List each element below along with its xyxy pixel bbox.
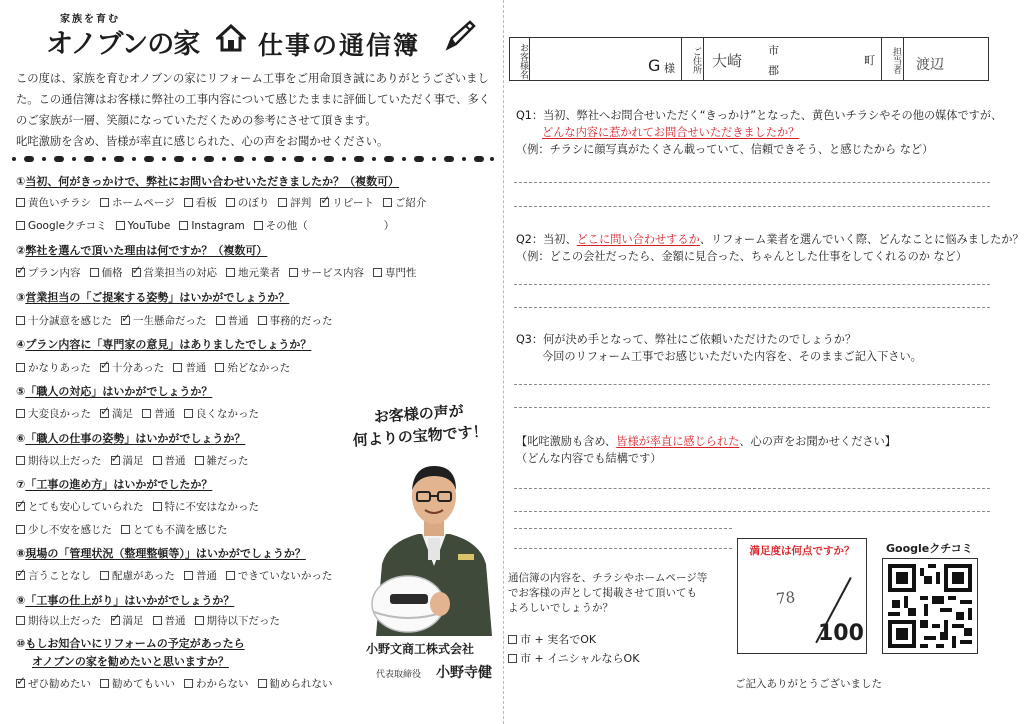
question-text: プラン内容に「専門家の意見」はありましたでしょうか？ — [25, 338, 312, 351]
checkbox[interactable] — [100, 198, 109, 207]
free-question-highlight: どこに問い合わせするか — [576, 233, 700, 246]
option-label: ホームページ — [112, 197, 175, 209]
option-label: 大変良かった — [28, 408, 91, 420]
checkbox-option[interactable] — [100, 406, 133, 421]
checkbox-option[interactable] — [16, 195, 91, 210]
intro-text — [16, 68, 500, 152]
checkbox[interactable] — [508, 635, 517, 644]
publish-option-initials[interactable] — [508, 650, 639, 666]
option-label: プラン内容 — [28, 267, 81, 279]
option-label: 勧めてもいい — [112, 678, 175, 690]
question-text: 当初、何がきっかけで、弊社にお問い合わせいただきましたか？（複数可） — [25, 175, 400, 188]
satisfaction-max: 100 — [818, 621, 864, 646]
checkbox-option[interactable] — [184, 195, 217, 210]
option-label: 普通 — [195, 570, 217, 582]
checkbox-option[interactable] — [184, 568, 217, 583]
intro-line: この度は、家族を育むオノブンの家にリフォーム工事をご用命頂き誠にありがとうございまし — [16, 72, 489, 85]
checkbox-option[interactable] — [153, 613, 186, 628]
question-number: ② — [16, 244, 26, 257]
option-label: 配慮があった — [112, 570, 175, 582]
option-label: 満足 — [112, 408, 133, 420]
speech-line: 何よりの宝物です！ — [352, 422, 489, 450]
option-label: 殆どなかった — [227, 362, 291, 374]
checkbox[interactable] — [195, 456, 204, 465]
checkbox[interactable] — [195, 616, 204, 625]
checkbox[interactable] — [216, 316, 225, 325]
free-question-text: 【叱咤激励も含め、 — [516, 435, 617, 448]
checkbox-option[interactable] — [195, 453, 249, 468]
option-label: ご紹介 — [394, 197, 427, 209]
option-label: 勧められない — [269, 678, 333, 690]
free-question-4 — [516, 433, 896, 467]
checkbox[interactable] — [16, 616, 25, 625]
checkbox[interactable] — [289, 268, 298, 277]
checkbox-option[interactable] — [16, 568, 91, 583]
publish-line: 通信簿の内容を、チラシやホームページ等 — [508, 572, 708, 584]
checkbox-option[interactable] — [153, 499, 260, 514]
customer-name-field[interactable] — [530, 38, 682, 80]
option-label: のぼり — [237, 197, 270, 209]
free-question-text: Q1：当初、弊社へお問合せいただく“きっかけ”となった、黄色いチラシやその他の媒体ですが、 — [516, 109, 1003, 122]
question-8-title — [16, 545, 306, 561]
question-text: 営業担当の「ご提案する姿勢」はいかがでしょうか？ — [25, 291, 290, 304]
question-text: もしお知合いにリフォームの予定があったら — [25, 637, 245, 650]
speech-line: お客様の声が — [373, 401, 465, 427]
option-label: 普通 — [154, 408, 175, 420]
intro-line: のご家族が一層、笑顔になっていただくための参考にさせて頂きます。 — [16, 114, 377, 127]
page-title: 仕事の通信簿 — [258, 31, 421, 60]
question-text: 現場の「管理状況（整理整頓等）」はいかがでしょうか？ — [25, 547, 306, 560]
checkbox[interactable] — [90, 268, 99, 277]
checkbox[interactable] — [226, 571, 235, 580]
checkbox-option[interactable] — [226, 568, 333, 583]
satisfaction-value-handwriting: 78 — [775, 588, 796, 608]
checkbox-option[interactable] — [16, 676, 91, 691]
option-label: Googleクチコミ — [28, 220, 107, 232]
option-label: 地元業者 — [238, 267, 280, 279]
option-label: 普通 — [185, 362, 207, 374]
checkbox[interactable] — [184, 198, 193, 207]
answer-line[interactable] — [514, 548, 732, 549]
question-1-options-row2 — [16, 218, 403, 233]
checkbox-option[interactable] — [111, 613, 144, 628]
question-number: ⑦ — [16, 478, 26, 491]
option-label: できていないかった — [237, 570, 333, 582]
staff-label: 担当者 — [891, 47, 901, 74]
staff-label-cell — [882, 38, 904, 80]
checkbox[interactable] — [254, 221, 263, 230]
customer-label-cell — [510, 38, 530, 80]
option-label: 満足 — [122, 615, 144, 627]
checkbox-option[interactable] — [142, 406, 175, 421]
option-label: 一生懸命だった — [133, 315, 207, 327]
address-label-cell — [682, 38, 704, 80]
checkbox[interactable] — [184, 571, 193, 580]
decorative-divider — [10, 154, 496, 164]
answer-line[interactable] — [514, 182, 990, 183]
option-label: 市 + イニシャルならOK — [520, 652, 640, 665]
question-2-options — [16, 265, 426, 280]
checkbox-checked[interactable] — [121, 316, 130, 325]
thank-you-text: ご記入ありがとうございました — [735, 678, 882, 690]
checkbox-option[interactable] — [258, 313, 333, 328]
checkbox[interactable] — [16, 409, 25, 418]
answer-line[interactable] — [514, 384, 990, 385]
question-6-title — [16, 430, 245, 446]
option-label: 満足 — [122, 455, 144, 467]
free-question-text: Q2：当初、 — [516, 233, 577, 246]
answer-line[interactable] — [514, 206, 990, 207]
checkbox-option[interactable] — [16, 406, 91, 421]
checkbox-option[interactable] — [226, 265, 280, 280]
checkbox-option[interactable] — [195, 613, 281, 628]
question-1-title — [16, 173, 399, 189]
question-5-title — [16, 383, 212, 399]
answer-line[interactable] — [514, 488, 990, 489]
option-label: 市 + 実名でOK — [520, 633, 597, 646]
free-question-highlight: どんな内容に惹かれてお問合せいただきましたか？ — [542, 126, 800, 139]
brand-tagline: 家族を育む — [60, 14, 120, 25]
checkbox-option[interactable] — [216, 313, 249, 328]
checkbox[interactable] — [373, 268, 382, 277]
checkbox-option[interactable] — [373, 265, 417, 280]
option-label: 営業担当の対応 — [143, 267, 217, 279]
question-text: オノブンの家を勧めたいと思いますか？ — [32, 655, 229, 668]
option-label: 普通 — [164, 455, 186, 467]
address-city-handwriting: 大崎 — [712, 52, 743, 70]
staff-name-handwriting: 渡辺 — [916, 57, 944, 73]
checkbox[interactable] — [153, 502, 162, 511]
option-label: 特に不安はなかった — [164, 501, 259, 513]
question-9-title — [16, 592, 234, 608]
question-text: 「工事の仕上がり」はいかがでしょうか？ — [25, 594, 235, 607]
checkbox-checked[interactable] — [16, 268, 25, 277]
publish-line: よろしいでしょうか？ — [508, 602, 613, 614]
address-shi-label: 市 — [768, 44, 779, 57]
checkbox-option[interactable] — [116, 220, 171, 232]
checkbox-checked[interactable] — [111, 616, 120, 625]
brand-name: オノブンの家 — [46, 29, 200, 60]
checkbox[interactable] — [16, 316, 25, 325]
address-label: ご住所 — [691, 47, 701, 74]
checkbox[interactable] — [508, 654, 517, 663]
option-label: 事務的だった — [269, 315, 333, 327]
free-question-text: （どんな内容でも結構です） — [516, 452, 662, 465]
option-label: とても不満を感じた — [133, 524, 228, 536]
question-2-title — [16, 242, 267, 258]
option-label: 十分誠意を感じた — [28, 315, 112, 327]
checkbox[interactable] — [215, 363, 224, 372]
option-label: とても安心していられた — [28, 501, 144, 513]
checkbox-option[interactable] — [16, 218, 107, 233]
question-number: ⑥ — [16, 432, 26, 445]
question-6-options — [16, 453, 258, 468]
question-10-title — [16, 635, 245, 651]
checkbox-option[interactable] — [100, 676, 175, 691]
customer-info-table — [509, 37, 989, 81]
option-label: 期待以上だった — [28, 455, 102, 467]
free-question-2 — [516, 231, 1024, 265]
satisfaction-title: 満足度は何点ですか？ — [749, 545, 855, 557]
question-7-options-row2 — [16, 522, 237, 537]
checkbox[interactable] — [16, 198, 25, 207]
answer-line[interactable] — [514, 307, 990, 308]
option-label: 価格 — [101, 267, 123, 279]
question-4-options — [16, 360, 299, 375]
checkbox[interactable] — [258, 316, 267, 325]
answer-line[interactable] — [514, 407, 990, 408]
question-9-options — [16, 613, 289, 628]
free-question-text: 、心の声をお聞かせください】 — [739, 435, 896, 448]
question-3-title — [16, 289, 289, 305]
free-question-1 — [516, 107, 1002, 158]
checkbox-option[interactable] — [16, 522, 112, 537]
checkbox-option[interactable] — [184, 406, 259, 421]
option-label: 良くなかった — [196, 408, 259, 420]
company-name: 小野文商工株式会社 — [366, 642, 475, 656]
free-question-3 — [516, 331, 922, 365]
checkbox[interactable] — [153, 456, 162, 465]
checkbox-option[interactable] — [16, 313, 112, 328]
answer-line[interactable] — [514, 284, 990, 285]
checkbox[interactable] — [116, 221, 125, 230]
checkbox-checked[interactable] — [100, 363, 109, 372]
question-number: ⑤ — [16, 385, 26, 398]
free-question-example: （例：チラシに顔写真がたくさん載っていて、信頼できそう、と感じたから など） — [516, 143, 934, 156]
checkbox[interactable] — [142, 409, 151, 418]
intro-line: 叱咤激励を含め、皆様が率直に感じられた、心の声をお聞かせください。 — [16, 135, 389, 148]
option-label: 評判 — [290, 197, 312, 209]
customer-name-value: G — [648, 56, 661, 75]
google-review-qr-code[interactable] — [882, 558, 978, 654]
checkbox[interactable] — [226, 198, 235, 207]
checkbox-option[interactable] — [111, 453, 144, 468]
checkbox[interactable] — [258, 679, 267, 688]
checkbox-option[interactable] — [226, 195, 270, 210]
question-1-options-row1 — [16, 195, 435, 210]
option-label: 言うことなし — [28, 570, 91, 582]
checkbox-option[interactable] — [132, 265, 218, 280]
option-label: わからない — [196, 678, 249, 690]
checkbox[interactable] — [16, 363, 25, 372]
checkbox-option[interactable] — [16, 265, 81, 280]
other-close-paren: ） — [383, 220, 395, 232]
checkbox-checked[interactable] — [16, 679, 25, 688]
checkbox[interactable] — [121, 525, 130, 534]
checkbox-checked[interactable] — [100, 409, 109, 418]
checkbox-option[interactable] — [100, 195, 175, 210]
checkbox-option[interactable] — [278, 195, 311, 210]
intro-line: た。この通信簿はお客様に弊社の工事内容について感じたままに評価していただく事で、多く — [16, 93, 491, 106]
checkbox-option[interactable] — [215, 360, 290, 375]
checkbox-checked[interactable] — [111, 456, 120, 465]
satisfaction-score-box[interactable] — [737, 538, 867, 654]
checkbox[interactable] — [173, 363, 182, 372]
publish-line: でお客様の声として掲載させて頂いても — [508, 587, 697, 599]
checkbox-option[interactable] — [179, 220, 244, 232]
checkbox-option[interactable] — [16, 453, 102, 468]
question-10-options — [16, 676, 342, 691]
option-label: 期待以上だった — [28, 615, 102, 627]
question-text: 「職人の対応」はいかがでしょうか？ — [25, 385, 213, 398]
checkbox-option[interactable] — [16, 360, 91, 375]
question-text: 弊社を選んで頂いた理由は何ですか？（複数可） — [25, 244, 268, 257]
checkbox[interactable] — [226, 268, 235, 277]
free-question-text: 今回のリフォーム工事でお感じいただいた内容を、そのままご記入下さい。 — [542, 350, 922, 363]
checkbox-option[interactable] — [320, 195, 374, 210]
option-label: ぜひ勧めたい — [28, 678, 91, 690]
question-text: 「職人の仕事の姿勢」はいかがでしょうか？ — [25, 432, 246, 445]
checkbox-option[interactable] — [258, 676, 333, 691]
checkbox[interactable] — [100, 571, 109, 580]
checkbox-option[interactable] — [100, 568, 175, 583]
checkbox[interactable] — [16, 525, 25, 534]
answer-line[interactable] — [514, 511, 990, 512]
checkbox-checked[interactable] — [132, 268, 141, 277]
checkbox-option[interactable] — [90, 265, 123, 280]
address-gun-label: 郡 — [768, 64, 779, 77]
option-label: 雑だった — [206, 455, 249, 467]
checkbox-option[interactable] — [100, 360, 164, 375]
checkbox-option[interactable] — [173, 360, 206, 375]
checkbox-option[interactable] — [16, 499, 144, 514]
customer-honorific: 様 — [664, 62, 675, 75]
question-text: 「工事の進め方」はいかがでしたか？ — [25, 478, 213, 491]
publish-consent-text — [508, 571, 707, 616]
question-number: ④ — [16, 338, 26, 351]
representative-role: 代表取締役 — [376, 670, 422, 680]
option-label: 期待以下だった — [206, 615, 280, 627]
checkbox[interactable] — [184, 679, 193, 688]
checkbox-checked[interactable] — [16, 571, 25, 580]
staff-field[interactable] — [904, 38, 987, 80]
checkbox-option[interactable] — [121, 313, 207, 328]
question-7-title — [16, 476, 212, 492]
option-label: 十分あった — [111, 362, 165, 374]
checkbox[interactable] — [100, 679, 109, 688]
question-3-options — [16, 313, 342, 328]
checkbox[interactable] — [16, 221, 25, 230]
left-column — [10, 8, 500, 718]
publish-option-real-name[interactable] — [508, 631, 596, 647]
column-divider — [503, 0, 504, 724]
answer-line[interactable] — [514, 528, 732, 529]
representative-photo — [368, 454, 500, 636]
option-label: YouTube — [127, 220, 171, 232]
option-label: 看板 — [195, 197, 217, 209]
question-number: ① — [16, 175, 26, 188]
checkbox-option[interactable] — [153, 453, 186, 468]
house-icon — [216, 24, 246, 52]
checkbox-option[interactable] — [184, 676, 249, 691]
customer-label: お客様名 — [518, 42, 528, 79]
speech-caption — [351, 398, 489, 451]
checkbox[interactable] — [278, 198, 287, 207]
checkbox[interactable] — [184, 409, 193, 418]
option-label: 専門性 — [385, 267, 417, 279]
pencil-icon — [442, 18, 478, 54]
option-label: Instagram — [191, 220, 245, 232]
google-review-label: Googleクチコミ — [886, 542, 973, 555]
free-question-text: Q3：何が決め手となって、弊社にご依頼いただけたのでしょうか？ — [516, 333, 857, 346]
representative-name: 小野寺健 — [436, 665, 492, 681]
checkbox-option[interactable] — [16, 613, 102, 628]
question-number: ⑨ — [16, 594, 26, 607]
question-number: ⑧ — [16, 547, 26, 560]
qr-code-icon — [888, 564, 972, 648]
question-5-options — [16, 406, 268, 421]
option-label: サービス内容 — [301, 267, 364, 279]
question-7-options-row1 — [16, 499, 268, 514]
question-8-options — [16, 568, 341, 583]
checkbox-option[interactable] — [383, 195, 427, 210]
option-label: 少し不安を感じた — [28, 524, 112, 536]
checkbox-option[interactable] — [289, 265, 364, 280]
question-number: ⑩ — [16, 637, 26, 650]
option-label: 普通 — [164, 615, 186, 627]
option-label: その他（ — [265, 220, 308, 232]
checkbox-option[interactable] — [254, 218, 395, 233]
question-10-title-line2 — [32, 653, 229, 669]
checkbox[interactable] — [383, 198, 392, 207]
option-label: リピート — [332, 197, 374, 209]
checkbox-option[interactable] — [121, 522, 228, 537]
checkbox[interactable] — [16, 456, 25, 465]
question-number: ③ — [16, 291, 26, 304]
address-machi-label: 町 — [864, 54, 875, 67]
address-field[interactable] — [704, 38, 882, 80]
option-label: 黄色いチラシ — [28, 197, 91, 209]
free-question-example: （例：どこの会社だったら、金額に見合った、ちゃんとした仕事をしてくれるのか など） — [516, 250, 968, 263]
question-4-title — [16, 336, 311, 352]
option-label: 普通 — [227, 315, 249, 327]
free-question-text: 、リフォーム業者を選んでいく際、どんなことに悩みましたか？ — [699, 233, 1024, 246]
checkbox[interactable] — [179, 221, 188, 230]
free-question-highlight: 皆様が率直に感じられた — [616, 435, 740, 448]
checkbox-checked[interactable] — [16, 502, 25, 511]
checkbox[interactable] — [153, 616, 162, 625]
option-label: かなりあった — [28, 362, 91, 374]
checkbox-checked[interactable] — [320, 198, 329, 207]
